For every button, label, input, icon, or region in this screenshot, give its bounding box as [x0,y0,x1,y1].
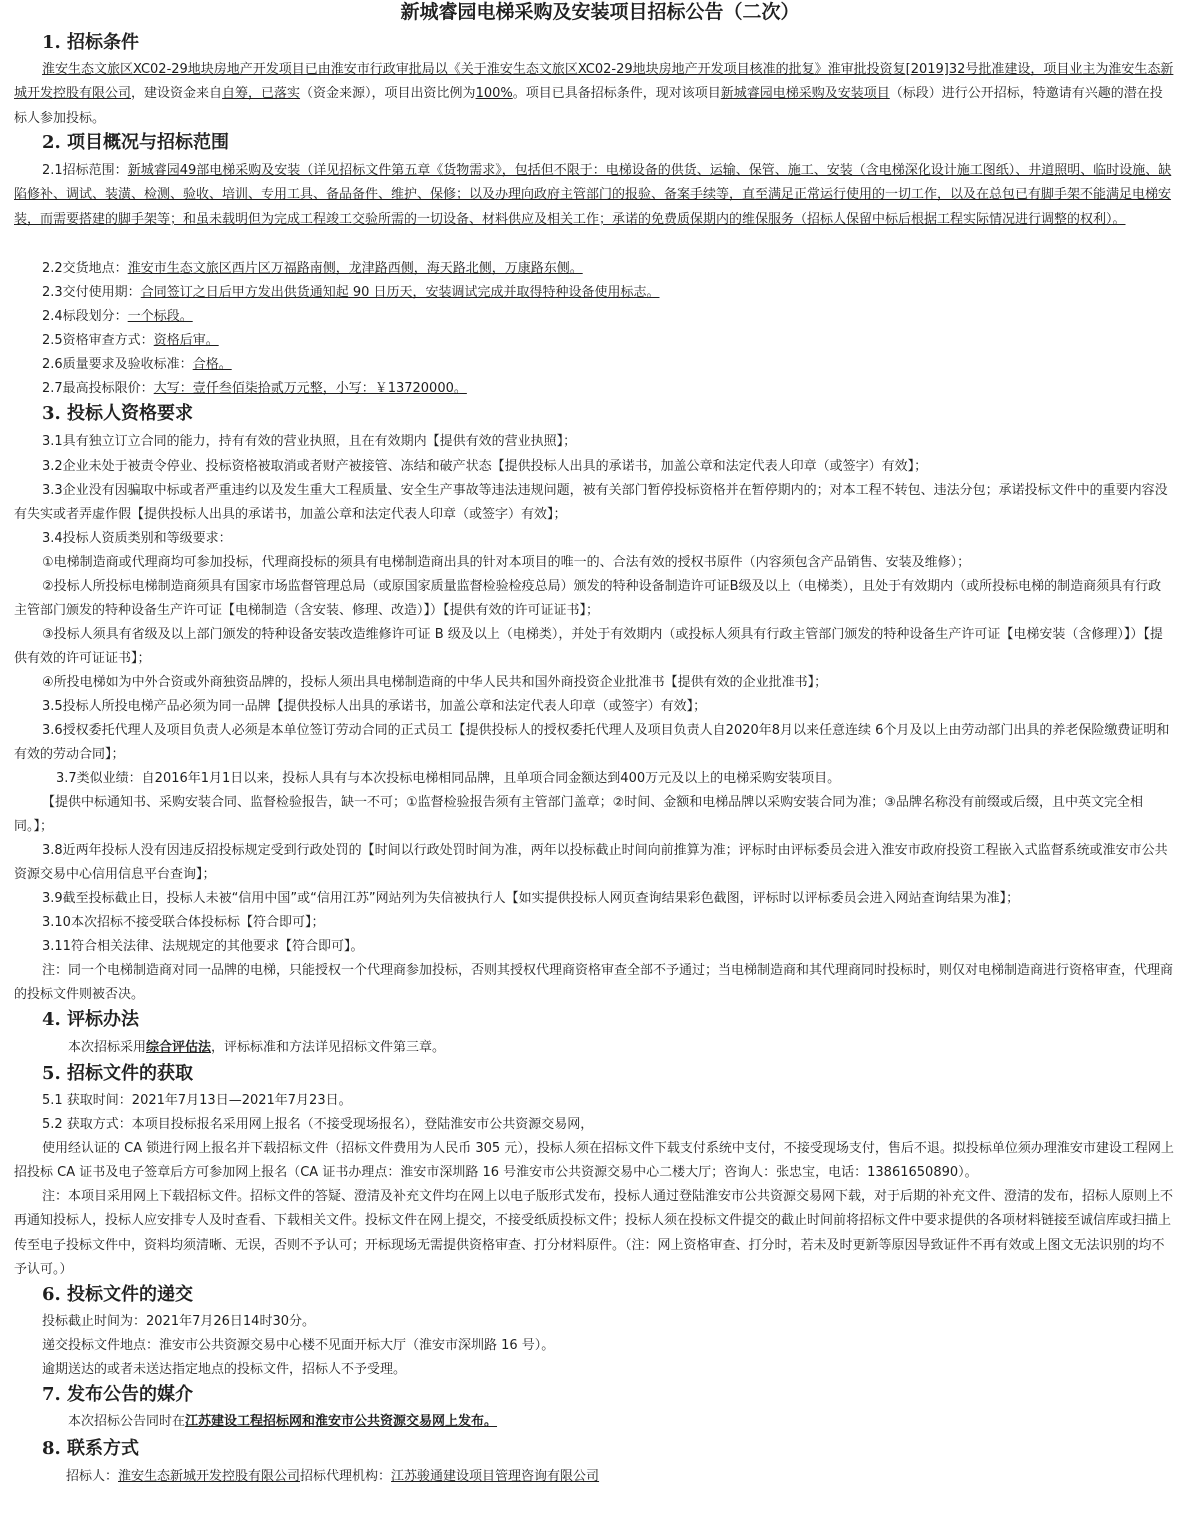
item-3-8: 3.8近两年投标人没有因违反招投标规定受到行政处罚的【时间以行政处罚时间为准，两年以投标截止时间向前推算为准；评标时由评标委员会进入淮安市政府投资工程嵌入式监督系统或淮安市公共资源交易中心信用信息平台查询】； [14,843,1168,883]
item-2-7 [42,377,1174,401]
item-2-4-text: 一个标段。 [127,309,193,324]
section-4-paragraph [68,1036,1174,1060]
evaluation-method: 综合评估法 [146,1040,212,1055]
item-2-1-text: 新城睿园49部电梯采购及安装（详见招标文件第五章《货物需求》，包括但不限于：电梯设备的供货、运输、保管、施工、安装（含电梯深化设计施工图纸）、井道照明、临时设施、缺陷修补、调试、装潢、检测、验收、培训、专用工具、备品备件、维护、保修；以及办理向政府主管部门的报验、备案手续等，直至满足正常运行使用的一切工作，以及在总包已有脚手架不能满足电梯安装，而需要搭建的脚手架等；和虽未载明但为完成工程竣工交验所需的一切设备、材料供应及相关工作；承诺的免费质保期内的维保服务（招标人保留中标后根据工程实际情况进行调整的权利）。 [14,163,1172,227]
item-2-5-label: 2.5资格审查方式： [42,333,154,348]
section-6-heading: 6. 投标文件的递交 [42,1284,194,1305]
item-2-3-label: 2.3交付使用期： [42,285,141,300]
section-4-heading: 4. 评标办法 [42,1009,140,1030]
section-5-heading: 5. 招标文件的获取 [42,1063,194,1084]
page-title: 新城睿园电梯采购及安装项目招标公告（二次） [400,1,800,23]
item-2-3 [42,281,1174,305]
item-2-5-text: 资格后审。 [153,333,219,348]
section-1-heading: 1. 招标条件 [42,32,140,53]
item-2-3-text: 合同签订之日后甲方发出供货通知起 90 日历天，安装调试完成并取得特种设备使用标志。 [140,285,660,300]
item-3-1: 3.1具有独立订立合同的能力，持有有效的营业执照，且在有效期内【提供有效的营业执照】； [42,434,577,449]
item-2-1 [14,159,1174,232]
funding-source: 自筹，已落实 [222,86,301,102]
evaluation-prefix: 本次招标采用 [68,1040,147,1055]
item-3-4-c: ③投标人须具有省级及以上部门颁发的特种设备安装改造维修许可证 B 级及以上（电梯类），并处于有效期内（或投标人须具有行政主管部门颁发的特种设备生产许可证【电梯安装（含修理）】）【提供有效的许可证证书】； [14,627,1163,667]
invitation-text: （标段）进行公开招标，特邀请有兴趣的潜在投标人参加投标。 [14,86,1163,126]
item-3-9: 3.9截至投标截止日，投标人未被“信用中国”或“信用江苏”网站列为失信被执行人【如实提供投标人网页查询结果彩色截图，评标时以评标委员会进入网站查询结果为准】； [42,891,1020,906]
agency-label: 招标代理机构： [300,1469,392,1484]
project-approval-text: 淮安生态文旅区XC02-29地块房地产开发项目已由淮安市行政审批局以《关于淮安生态文旅区XC02-29地块房地产开发项目核准的批复》淮审批投资复[2019]32号批准建设，项目业主为淮安生态新城开发控股有限公司 [14,62,1174,102]
agency-name: 江苏骏通建设项目管理咨询有限公司 [391,1469,600,1484]
item-3-7: 3.7类似业绩：自2016年1月1日以来，投标人具有与本次投标电梯相同品牌，且单项合同金额达到400万元及以上的电梯采购安装项目。 [56,771,841,786]
bid-location: 递交投标文件地点：淮安市公共资源交易中心楼不见面开标大厅（淮安市深圳路 16 号）。 [42,1338,555,1353]
item-3-11: 3.11符合相关法律、法规规定的其他要求【符合即可】。 [42,939,364,954]
tenderer-name: 淮安生态新城开发控股有限公司 [118,1469,301,1484]
item-3-4-b: ②投标人所投标电梯制造商须具有国家市场监督管理总局（或原国家质量监督检验检疫总局）颁发的特种设备制造许可证B级及以上（电梯类），且处于有效期内（或所投标电梯的制造商须具有行政主管部门颁发的特种设备生产许可证【电梯制造（含安装、修理、改造）】）【提供有效的许可证证书】； [14,579,1162,619]
item-2-5 [42,329,1174,353]
item-3-4: 3.4投标人资质类别和等级要求： [42,531,232,546]
item-2-1-label: 2.1招标范围： [42,163,128,178]
item-2-7-text: 大写：壹仟叁佰柒拾贰万元整，小写：￥13720000。 [153,381,467,396]
evaluation-suffix: ，评标标准和方法详见招标文件第三章。 [211,1040,446,1055]
item-3-10: 3.10本次招标不接受联合体投标标【符合即可】； [42,915,325,930]
item-3-5: 3.5投标人所投电梯产品必须为同一品牌【提供投标人出具的承诺书，加盖公章和法定代表人印章（或签字）有效】； [42,699,707,714]
item-3-2: 3.2企业未处于被责令停业、投标资格被取消或者财产被接管、冻结和破产状态【提供投标人出具的承诺书，加盖公章和法定代表人印章（或签字）有效】； [42,459,928,474]
item-2-6 [42,353,1174,377]
item-2-4 [42,305,1174,329]
item-3-4-d: ④所投电梯如为中外合资或外商独资品牌的，投标人须出具电梯制造商的中华人民共和国外商投资企业批准书【提供有效的企业批准书】； [42,675,828,690]
section-8-heading: 8. 联系方式 [42,1438,140,1459]
contact-line [66,1465,1166,1489]
section-7-paragraph [68,1410,1174,1434]
item-2-7-label: 2.7最高投标限价： [42,381,154,396]
section-7-heading: 7. 发布公告的媒介 [42,1384,194,1405]
late-bid-notice: 逾期送达的或者未送达指定地点的投标文件，招标人不予受理。 [42,1362,407,1377]
item-2-6-text: 合格。 [192,357,232,372]
funding-ratio: 100% [475,86,513,102]
section-3-heading: 3. 投标人资格要求 [42,403,194,424]
bid-deadline: 投标截止时间为：2021年7月26日14时30分。 [42,1314,315,1329]
item-3-7-evidence: 【提供中标通知书、采购安装合同、监督检验报告，缺一不可；①监督检验报告须有主管部门盖章；②时间、金额和电梯品牌以采购安装合同为准；③品牌名称没有前缀或后缀，且中英文完全相同。】； [14,795,1143,835]
item-2-2-text: 淮安市生态文旅区西片区万福路南侧，龙津路西侧，海天路北侧，万康路东侧。 [127,261,583,276]
funding-label: ，建设资金来自 [131,86,223,102]
item-2-4-label: 2.4标段划分： [42,309,128,324]
section-5-note: 注：本项目采用网上下载招标文件。招标文件的答疑、澄清及补充文件均在网上以电子版形式发布，投标人通过登陆淮安市公共资源交易网下载，对于后期的补充文件、澄清的发布，招标人原则上不再通知投标人，投标人应安排专人及时查看、下载相关文件。投标文件在网上提交，不接受纸质投标文件；投标人须在投标文件提交的截止时间前将招标文件中要求提供的各项材料链接至诚信库或扫描上传至电子投标文件中，资料均须清晰、无误，否则不予认可；开标现场无需提供资格审查、打分材料原件。（注：网上资格审查、打分时，若未及时更新等原因导致证件不再有效或上图文无法识别的均不予认可。） [14,1189,1174,1278]
item-5-1: 5.1 获取时间：2021年7月13日—2021年7月23日。 [42,1093,352,1108]
project-name: 新城睿园电梯采购及安装项目 [720,86,890,102]
item-5-2: 5.2 获取方式：本项目投标报名采用网上报名（不接受现场报名），登陆淮安市公共资源交易网， [42,1117,594,1132]
section-2-heading: 2. 项目概况与招标范围 [42,132,230,153]
publication-prefix: 本次招标公告同时在 [68,1414,186,1429]
tenderer-label: 招标人： [66,1469,119,1484]
section-3-note: 注：同一个电梯制造商对同一品牌的电梯，只能授权一个代理商参加投标，否则其授权代理商资格审查全部不予通过；当电梯制造商和其代理商同时投标时，则仅对电梯制造商进行资格审查，代理商的投标文件则被否决。 [14,963,1174,1003]
item-5-2-details: 使用经认证的 CA 锁进行网上报名并下载招标文件（招标文件费用为人民币 305 元），投标人须在招标文件下载支付系统中支付，不接受现场支付，售后不退。拟投标单位须办理淮安市建设工程网上招投标 CA 证书及电子签章后方可参加网上报名（CA 证书办理点：淮安市深圳路 16 号淮安市公共资源交易中心二楼大厅；咨询人：张忠宝，电话：13861650890）。 [14,1141,1174,1181]
funding-ratio-label: （资金来源），项目出资比例为 [300,86,476,102]
item-2-2 [42,257,1174,281]
item-3-3: 3.3企业没有因骗取中标或者严重违约以及发生重大工程质量、安全生产事故等违法违规问题，被有关部门暂停投标资格并在暂停期内的；对本工程不转包、违法分包；承诺投标文件中的重要内容没有失实或者弄虚作假【提供投标人出具的承诺书，加盖公章和法定代表人印章（或签字）有效】； [14,483,1168,523]
item-3-4-a: ①电梯制造商或代理商均可参加投标，代理商投标的须具有电梯制造商出具的针对本项目的唯一的、合法有效的授权书原件（内容须包含产品销售、安装及维修）； [42,555,971,570]
item-2-6-label: 2.6质量要求及验收标准： [42,357,193,372]
item-2-2-label: 2.2交货地点： [42,261,128,276]
item-3-6: 3.6授权委托代理人及项目负责人必须是本单位签订劳动合同的正式员工【提供投标人的授权委托代理人及项目负责人自2020年8月以来任意连续 6个月及以上由劳动部门出具的养老保险缴费证明和有效的劳动合同】； [14,723,1170,763]
section-1-paragraph [14,58,1174,131]
publication-media: 江苏建设工程招标网和淮安市公共资源交易网上发布。 [185,1414,498,1429]
project-ready-text: 。项目已具备招标条件，现对该项目 [512,86,721,102]
